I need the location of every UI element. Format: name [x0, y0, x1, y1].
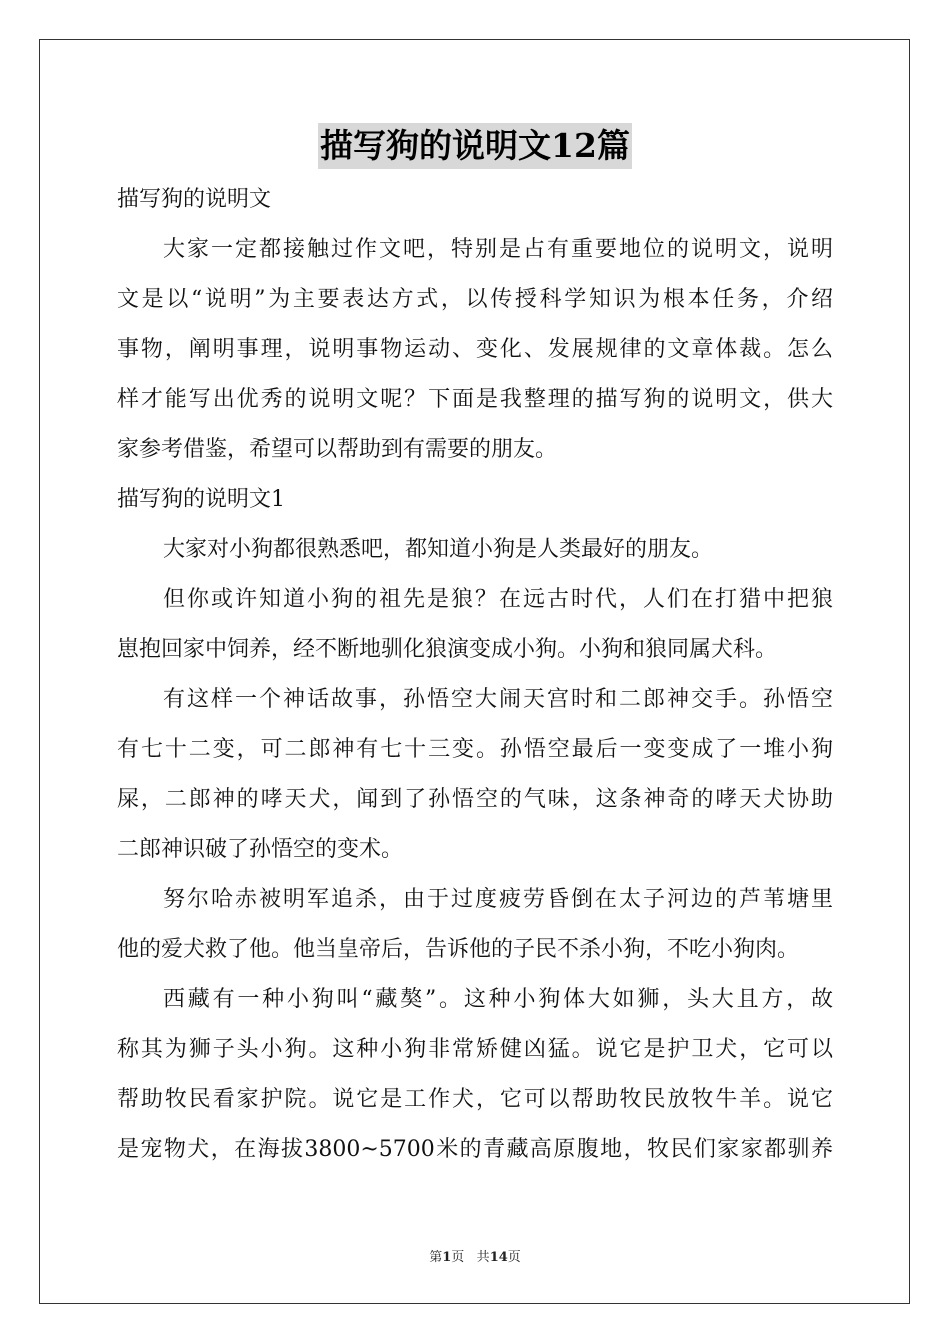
page-prefix: 第	[429, 1250, 443, 1265]
total-prefix: 共	[476, 1250, 490, 1265]
text-line: 但你或许知道小狗的祖先是狼？在远古时代，人们在打猎中把狼	[163, 587, 833, 612]
text-line: 描写狗的说明文1	[117, 487, 285, 512]
text-line: 有七十二变，可二郎神有七十三变。孙悟空最后一变变成了一堆小狗	[117, 737, 833, 762]
text-line: 努尔哈赤被明军追杀，由于过度疲劳昏倒在太子河边的芦苇塘里	[163, 887, 833, 912]
page-number: 1	[442, 1250, 452, 1265]
title-container	[0, 123, 950, 169]
text-line: 描写狗的说明文	[117, 187, 272, 212]
text-line: 崽抱回家中饲养，经不断地驯化狼演变成小狗。小狗和狼同属犬科。	[117, 637, 778, 662]
text-line: 是宠物犬，在海拔3800~5700米的青藏高原腹地，牧民们家家都驯养	[117, 1137, 833, 1162]
text-line: 样才能写出优秀的说明文呢？下面是我整理的描写狗的说明文，供大	[117, 387, 833, 412]
page-suffix: 页	[451, 1250, 465, 1265]
text-line: 家参考借鉴，希望可以帮助到有需要的朋友。	[117, 437, 558, 462]
text-line: 西藏有一种小狗叫“藏獒”。这种小狗体大如狮，头大且方，故	[163, 987, 833, 1012]
text-line: 事物，阐明事理，说明事物运动、变化、发展规律的文章体裁。怎么	[117, 337, 833, 362]
text-line: 大家一定都接触过作文吧，特别是占有重要地位的说明文，说明	[163, 237, 833, 262]
total-suffix: 页	[507, 1250, 521, 1265]
text-line: 称其为狮子头小狗。这种小狗非常矫健凶猛。说它是护卫犬，它可以	[117, 1037, 833, 1062]
document-title: 描写狗的说明文12篇	[318, 123, 632, 169]
text-line: 文是以“说明”为主要表达方式，以传授科学知识为根本任务，介绍	[117, 287, 833, 312]
total-pages: 14	[489, 1250, 508, 1265]
text-line: 他的爱犬救了他。他当皇帝后，告诉他的子民不杀小狗，不吃小狗肉。	[117, 937, 800, 962]
text-line: 大家对小狗都很熟悉吧，都知道小狗是人类最好的朋友。	[163, 537, 714, 562]
document-body	[117, 175, 833, 1175]
text-line: 屎，二郎神的哮天犬，闻到了孙悟空的气味，这条神奇的哮天犬协助	[117, 787, 833, 812]
text-line: 二郎神识破了孙悟空的变术。	[117, 837, 404, 862]
text-line: 帮助牧民看家护院。说它是工作犬，它可以帮助牧民放牧牛羊。说它	[117, 1087, 833, 1112]
text-line: 有这样一个神话故事，孙悟空大闹天宫时和二郎神交手。孙悟空	[163, 687, 833, 712]
page-footer	[0, 1248, 950, 1268]
